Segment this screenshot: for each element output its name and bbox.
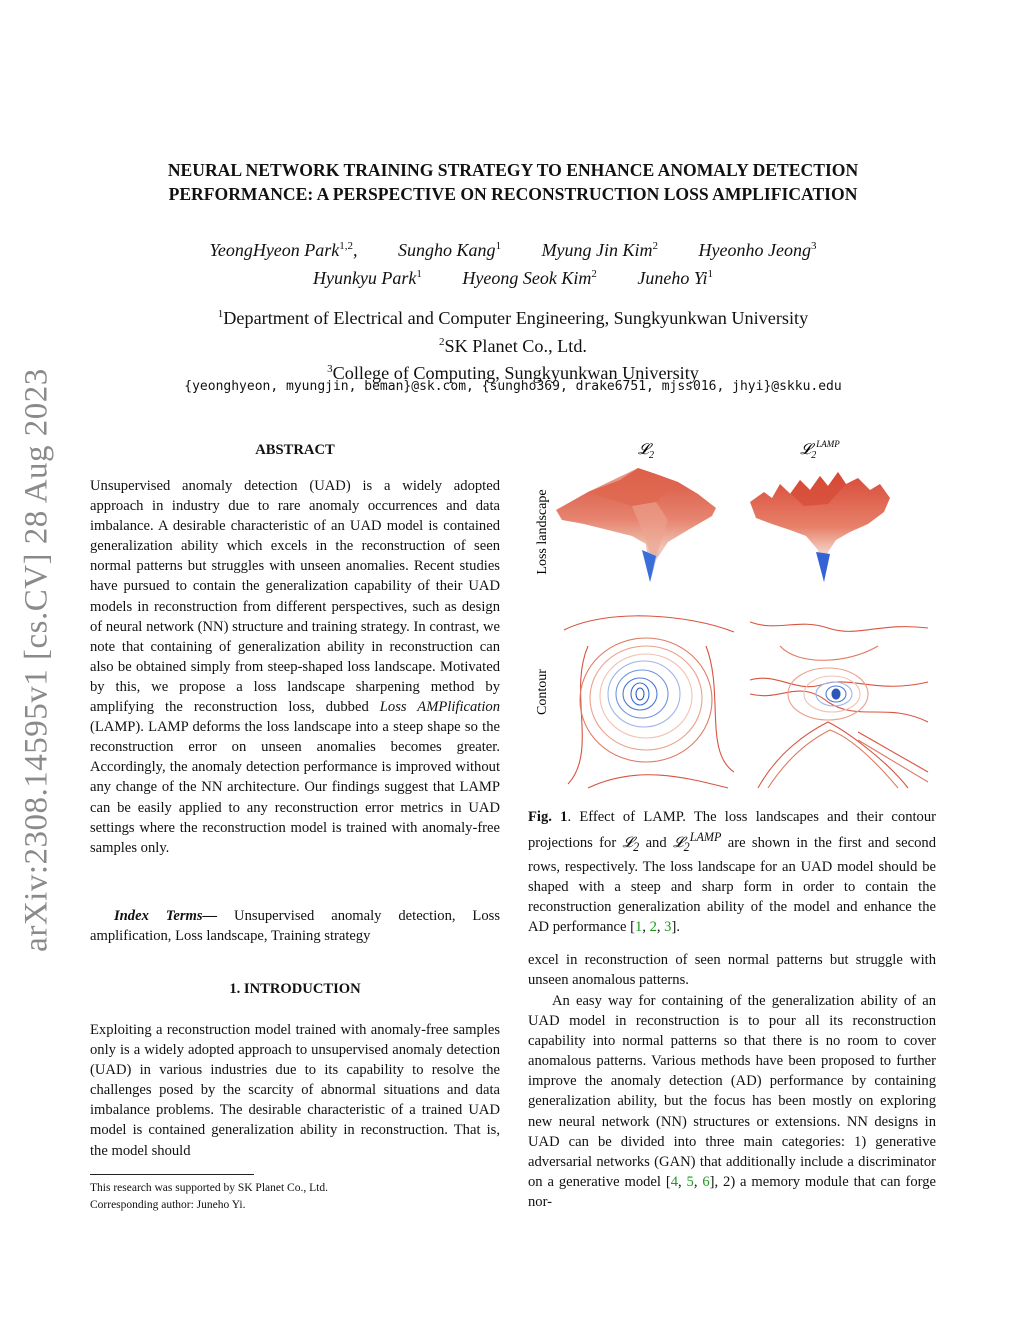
affiliation: $^1$Department of Electrical and Computer Engineering, Sungkyunkwan University [217,308,809,329]
citation-link[interactable]: 6 [702,1173,710,1190]
index-terms: Index Terms— Unsupervised anomaly detection, Loss amplification, Loss landscape, Training strategy [90,908,500,945]
author-list [90,234,936,290]
abstract-heading: ABSTRACT [255,442,335,458]
column-label-l2: 𝓛$_2$ [638,442,654,461]
citation-link[interactable]: 1 [634,919,643,936]
paper-title [90,158,936,206]
footnote [90,1180,500,1213]
author: Juneho Yi$^1$ [637,268,714,288]
affiliation: $^3$College of Computing, Sungkyunkwan University [327,363,699,384]
introduction-paragraph-2: An easy way for containing of the generalization ability of an UAD model in reconstruction is to pour all its reconstruction capability into normal patterns so that there is no room to cover anomalous patterns. Various methods have been proposed to further improve the anomaly detection (AD) performance by containing generalization ability, but the focus has been mostly on exploring new neural network (NN) structures or extensions. NN designs in UAD can be divided into three main categories: 1) generative adversarial networks (GAN) that additionally include a discriminator on a generative model [4, 5, 6], 2) a memory module that can forge nor- [528,993,936,1210]
citation-link[interactable]: 3 [664,919,672,936]
author: Hyeonho Jeong$^3$ [698,240,817,260]
loss-landscape-l2 [556,468,716,582]
corresponding-author-note: Corresponding author: Juneho Yi. [90,1198,246,1211]
arxiv-stamp [12,345,62,975]
author-row-1 [90,234,936,262]
author: Hyunkyu Park$^1$ [312,268,422,288]
citation-link[interactable]: 4 [670,1173,678,1190]
author: Hyeong Seok Kim$^2$ [462,268,597,288]
affiliations [90,303,936,386]
citation-link[interactable]: 2 [649,919,657,936]
abstract-body: Unsupervised anomaly detection (UAD) is a widely adopted approach in industry due to rare anomaly occurrences and data imbalance. A desirable characteristic of an UAD model is contained generalization ability which excels in the reconstruction of seen normal patterns but struggles with unseen anomalies. Recent studies have pursued to contain the generalization capability of their UAD models in reconstruction from different perspectives, such as design of neural network (NN) structure and training strategy. In contrast, we note that containing of generalization ability in reconstruction can also be obtained simply from steep-shaped loss landscape. Motivated by this, we propose a loss landscape sharpening method by amplifying the reconstruction loss, dubbed Loss AMPlification (LAMP). LAMP deforms the loss landscape into a steep shape so the reconstruction error on unseen anomalies becomes greater. Accordingly, the anomaly detection performance is improved without any change of the NN architecture. Our findings suggest that LAMP can be easily applied to any reconstruction error metrics in UAD settings where the reconstruction model is trained with anomaly-free samples only. [90,478,500,856]
author: YeongHyeon Park$^{1,2}$, [209,240,358,260]
title-line-1: NEURAL NETWORK TRAINING STRATEGY TO ENHANCE ANOMALY DETECTION [167,160,859,180]
contour-l2-lamp [750,622,928,788]
citation-link[interactable]: 5 [686,1173,694,1190]
author-emails: {yeonghyeon, myungjin, beman}@sk.com, {sungho369, drake6751, mjss016, jhyi}@skku.edu [184,379,842,394]
figure-1 [528,432,936,800]
method-name: Loss AMPlification [379,699,500,716]
introduction-continuation: excel in reconstruction of seen normal patterns but struggle with unseen anomalous patterns. [528,952,936,989]
title-line-2: PERFORMANCE: A PERSPECTIVE ON RECONSTRUCTION LOSS AMPLIFICATION [168,184,858,204]
introduction-heading: 1. INTRODUCTION [229,981,361,997]
figure-1-caption: Fig. 1. Effect of LAMP. The loss landscapes and their contour projections for 𝓛$_2$ and 𝓛$_2^{LAMP}$ are shown in the first and second rows, respectively. The loss landscape for an UAD model should be shaped with a steep and sharp form in order to contain the reconstruction generalization ability of the model and enhance the AD performance [1, 2, 3]. [528,809,936,936]
introduction-paragraph: Exploiting a reconstruction model trained with anomaly-free samples only is a widely adopted approach to unsupervised anomaly detection (UAD) in various industries due to its capability to resolve the challenges posed by the scarcity of abnormal situations and data imbalance problems. The desirable characteristic of a trained UAD model is contained generalization ability in reconstruction. That is, the model should [90,1022,500,1159]
footnote-divider [90,1174,254,1175]
contour-l2 [560,612,736,788]
arxiv-identifier: arXiv:2308.14595v1 [cs.CV] 28 Aug 2023 [18,368,55,952]
row-label-contour: Contour [535,669,550,715]
figure-1-graphic [528,432,936,800]
loss-landscape-l2-lamp [750,472,890,582]
column-label-l2-lamp: 𝓛$_2^{LAMP}$ [800,439,840,461]
author: Myung Jin Kim$^2$ [541,240,659,260]
author-row-2 [90,262,936,290]
affiliation: $^2$SK Planet Co., Ltd. [439,335,587,356]
author: Sungho Kang$^1$ [398,240,502,260]
figure-label: Fig. 1 [528,809,568,825]
funding-note: This research was supported by SK Planet Co., Ltd. [90,1182,328,1194]
row-label-loss-landscape: Loss landscape [535,489,550,575]
